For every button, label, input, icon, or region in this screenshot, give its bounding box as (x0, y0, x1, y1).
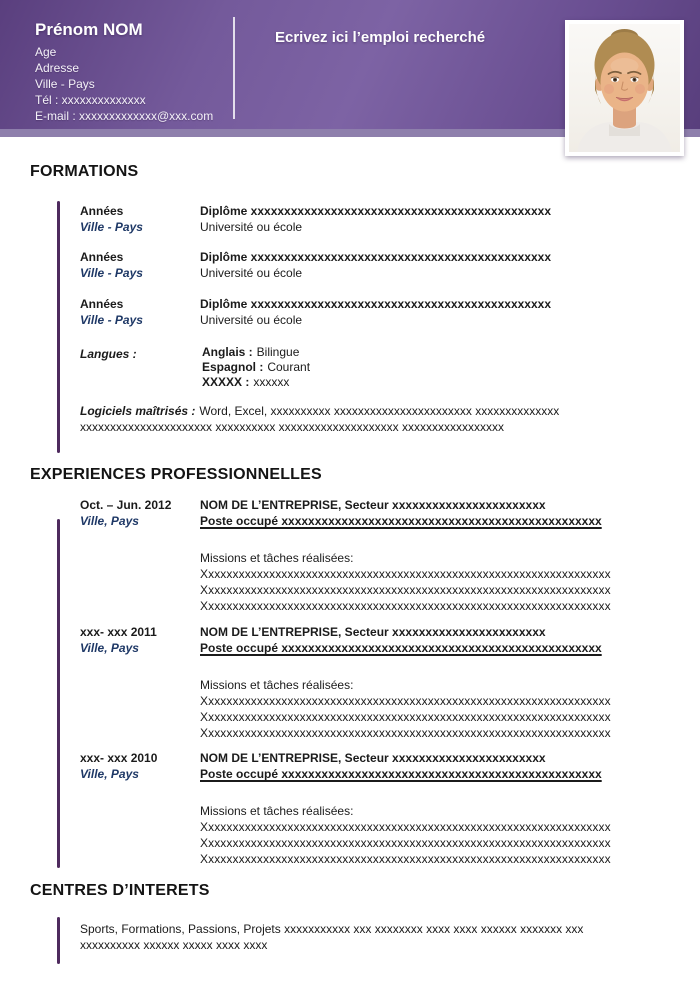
formation-entry (0, 204, 700, 238)
experience-entry (0, 751, 700, 869)
formation-location: Ville - Pays (80, 266, 143, 280)
mission-line: Xxxxxxxxxxxxxxxxxxxxxxxxxxxxxxxxxxxxxxxxxxxxxxxxxxxxxxxxxxxxxxxxxxx (200, 836, 611, 850)
formation-school: Université ou école (200, 266, 303, 280)
language-level: xxxxxx (253, 375, 290, 389)
missions-label: Missions et tâches réalisées: (200, 678, 354, 692)
formation-diploma: Diplôme xxxxxxxxxxxxxxxxxxxxxxxxxxxxxxxxxxxxxxxxxxxxx (200, 250, 551, 264)
experience-dates: xxx- xxx 2011 (80, 625, 157, 639)
mission-line: Xxxxxxxxxxxxxxxxxxxxxxxxxxxxxxxxxxxxxxxxxxxxxxxxxxxxxxxxxxxxxxxxxxx (200, 726, 611, 740)
experience-location: Ville, Pays (80, 514, 139, 528)
formation-location: Ville - Pays (80, 313, 143, 327)
mission-line: Xxxxxxxxxxxxxxxxxxxxxxxxxxxxxxxxxxxxxxxxxxxxxxxxxxxxxxxxxxxxxxxxxxx (200, 583, 611, 597)
software-label: Logiciels maîtrisés : (80, 404, 196, 418)
experience-position: Poste occupé xxxxxxxxxxxxxxxxxxxxxxxxxxxxxxxxxxxxxxxxxxxxxxxx (200, 767, 602, 781)
formation-diploma: Diplôme xxxxxxxxxxxxxxxxxxxxxxxxxxxxxxxxxxxxxxxxxxxxx (200, 297, 551, 311)
formation-years: Années (80, 204, 124, 218)
language-level: Courant (267, 360, 311, 374)
experience-position: Poste occupé xxxxxxxxxxxxxxxxxxxxxxxxxxxxxxxxxxxxxxxxxxxxxxxx (200, 514, 602, 528)
mission-line: Xxxxxxxxxxxxxxxxxxxxxxxxxxxxxxxxxxxxxxxxxxxxxxxxxxxxxxxxxxxxxxxxxxx (200, 710, 611, 724)
formation-school: Université ou école (200, 313, 303, 327)
candidate-email: E-mail : xxxxxxxxxxxxx@xxx.com (35, 109, 214, 123)
experience-location: Ville, Pays (80, 767, 139, 781)
candidate-city-country: Ville - Pays (35, 77, 95, 91)
formation-years: Années (80, 250, 124, 264)
section-title-experiences: EXPERIENCES PROFESSIONNELLES (30, 466, 322, 483)
formation-years: Années (80, 297, 124, 311)
candidate-age: Age (35, 45, 57, 59)
portrait-photo (565, 20, 684, 156)
software-skills (80, 404, 625, 435)
language-item (202, 345, 299, 359)
candidate-phone: Tél : xxxxxxxxxxxxxx (35, 93, 146, 107)
formation-entry (0, 297, 700, 331)
software-list: Word, Excel, xxxxxxxxxx xxxxxxxxxxxxxxxxxxxxxxx xxxxxxxxxxxxxx xxxxxxxxxxxxxxxxxxxxxx xxxxxxxxxx xxxxxxxxxxxxxxxxxxxx xxxxxxxxxxxxxxxxx (80, 404, 560, 434)
mission-line: Xxxxxxxxxxxxxxxxxxxxxxxxxxxxxxxxxxxxxxxxxxxxxxxxxxxxxxxxxxxxxxxxxxx (200, 852, 611, 866)
mission-line: Xxxxxxxxxxxxxxxxxxxxxxxxxxxxxxxxxxxxxxxxxxxxxxxxxxxxxxxxxxxxxxxxxxx (200, 599, 611, 613)
header-divider (233, 17, 235, 119)
language-name: Anglais : (202, 345, 253, 359)
section-rule-interests (57, 917, 60, 964)
interests-text: Sports, Formations, Passions, Projets xxxxxxxxxxx xxx xxxxxxxx xxxx xxxx xxxxxx xxxxxxx xxx xxxxxxxxxx xxxxxx xxxxx xxxx xxxx (80, 922, 584, 952)
experience-entry (0, 498, 700, 616)
language-item (202, 360, 310, 374)
section-title-interests: CENTRES D’INTERETS (30, 882, 210, 899)
language-name: Espagnol : (202, 360, 264, 374)
formation-entry (0, 250, 700, 284)
language-name: XXXXX : (202, 375, 250, 389)
experience-entry (0, 625, 700, 743)
section-title-formations: FORMATIONS (30, 163, 139, 180)
candidate-address: Adresse (35, 61, 80, 75)
formation-location: Ville - Pays (80, 220, 143, 234)
language-level: Bilingue (256, 345, 300, 359)
mission-line: Xxxxxxxxxxxxxxxxxxxxxxxxxxxxxxxxxxxxxxxxxxxxxxxxxxxxxxxxxxxxxxxxxxx (200, 694, 611, 708)
experience-company: NOM DE L’ENTREPRISE, Secteur xxxxxxxxxxxxxxxxxxxxxxx (200, 751, 546, 765)
experience-location: Ville, Pays (80, 641, 139, 655)
missions-label: Missions et tâches réalisées: (200, 551, 354, 565)
experience-dates: Oct. – Jun. 2012 (80, 498, 172, 512)
language-item (202, 375, 289, 389)
mission-line: Xxxxxxxxxxxxxxxxxxxxxxxxxxxxxxxxxxxxxxxxxxxxxxxxxxxxxxxxxxxxxxxxxxx (200, 567, 611, 581)
experience-dates: xxx- xxx 2010 (80, 751, 158, 765)
experience-position: Poste occupé xxxxxxxxxxxxxxxxxxxxxxxxxxxxxxxxxxxxxxxxxxxxxxxx (200, 641, 602, 655)
portrait-photo-illustration (569, 24, 680, 152)
experience-company: NOM DE L’ENTREPRISE, Secteur xxxxxxxxxxxxxxxxxxxxxxx (200, 498, 546, 512)
experience-company: NOM DE L’ENTREPRISE, Secteur xxxxxxxxxxxxxxxxxxxxxxx (200, 625, 546, 639)
languages-label: Langues : (80, 347, 137, 361)
candidate-name: Prénom NOM (35, 20, 143, 39)
formation-diploma: Diplôme xxxxxxxxxxxxxxxxxxxxxxxxxxxxxxxxxxxxxxxxxxxxx (200, 204, 551, 218)
mission-line: Xxxxxxxxxxxxxxxxxxxxxxxxxxxxxxxxxxxxxxxxxxxxxxxxxxxxxxxxxxxxxxxxxxx (200, 820, 611, 834)
missions-label: Missions et tâches réalisées: (200, 804, 354, 818)
formation-school: Université ou école (200, 220, 303, 234)
job-target-title: Ecrivez ici l’emploi recherché (275, 29, 486, 46)
